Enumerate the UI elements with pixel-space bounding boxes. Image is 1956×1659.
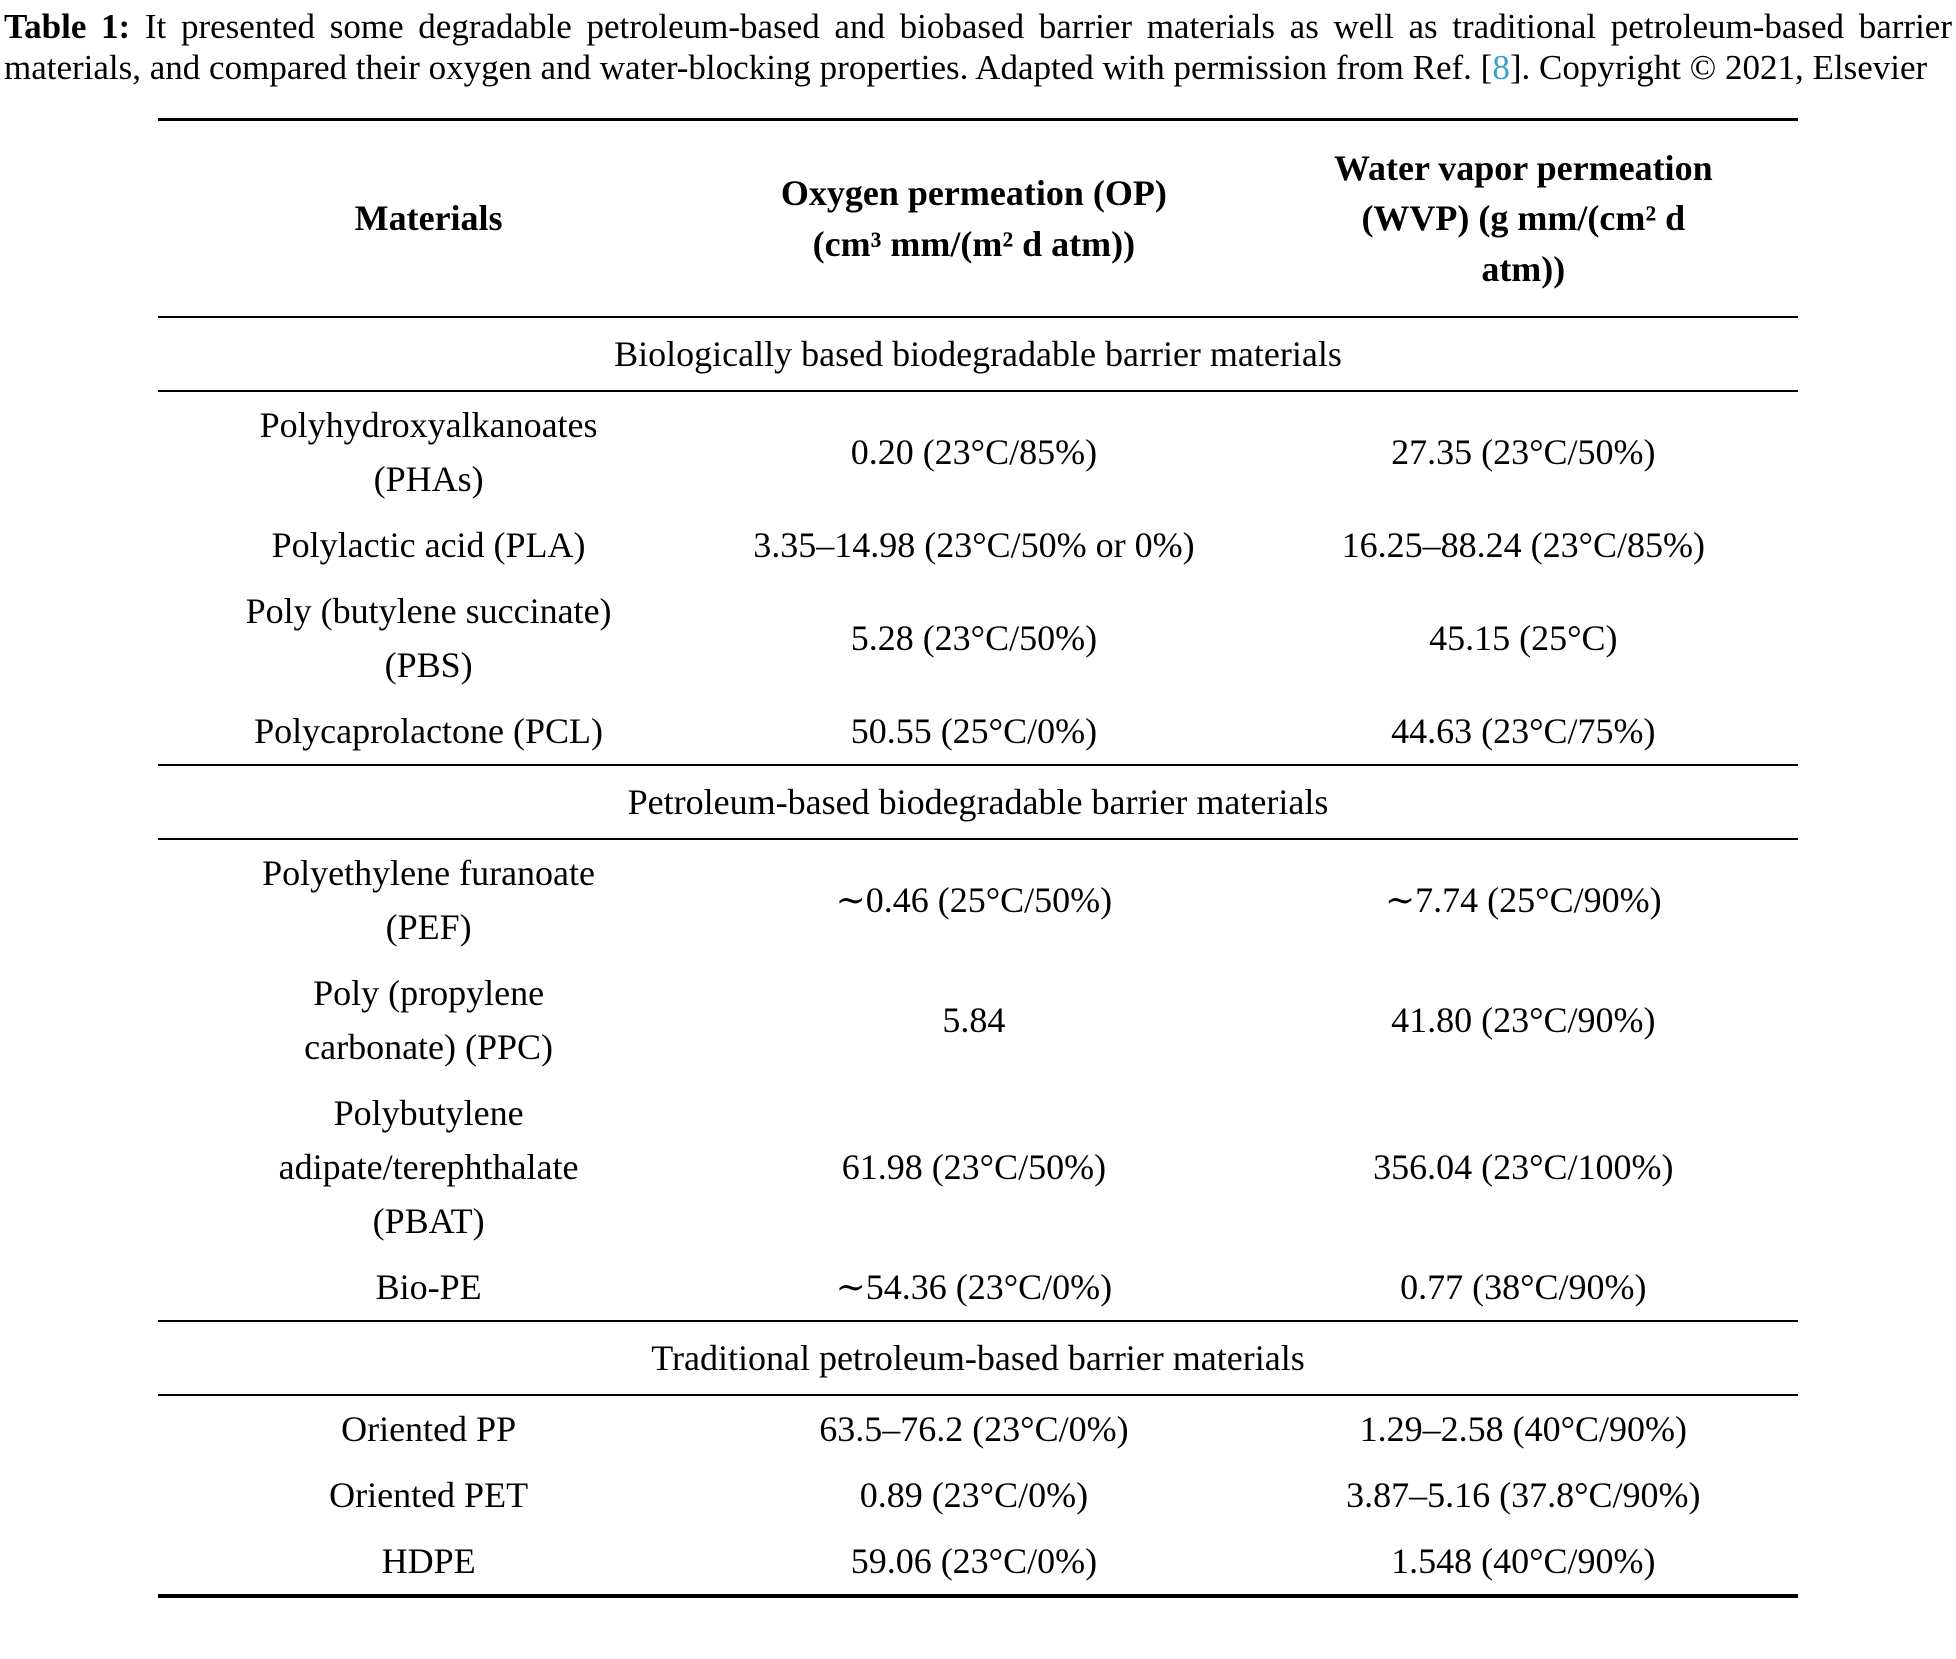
wvp-value-cell: 0.77 (38°C/90%): [1400, 1267, 1647, 1308]
section-title: Traditional petroleum-based barrier materials: [158, 1321, 1798, 1395]
table-row-pla: [158, 512, 1798, 578]
material-cell: [158, 839, 699, 960]
caption-text-after-ref: ]. Copyright © 2021, Elsevier: [1509, 48, 1928, 87]
op-value-cell: 63.5–76.2 (23°C/0%): [819, 1409, 1129, 1450]
table-row-ppc: [158, 960, 1798, 1080]
section-header-biobased: [158, 317, 1798, 391]
section-header-traditional-petroleum: [158, 1321, 1798, 1395]
wvp-value-cell: 1.29–2.58 (40°C/90%): [1359, 1409, 1687, 1450]
wvp-header-line3: atm)): [1481, 248, 1566, 289]
material-name-line: (PHAs): [373, 459, 484, 500]
wvp-value-cell: ∼7.74 (25°C/90%): [1385, 880, 1662, 921]
material-cell: [158, 1254, 699, 1321]
wvp-header-line1: Water vapor permeation: [1333, 148, 1713, 188]
op-value-cell: 59.06 (23°C/0%): [850, 1541, 1098, 1582]
material-cell: [158, 1528, 699, 1596]
op-value-cell: 3.35–14.98 (23°C/50% or 0%): [753, 525, 1195, 566]
material-name-line: Polycaprolactone (PCL): [254, 711, 604, 752]
op-value-cell: 61.98 (23°C/50%): [841, 1147, 1107, 1188]
material-cell: [158, 960, 699, 1080]
material-cell: [158, 1395, 699, 1462]
table-row-pef: [158, 839, 1798, 960]
op-value-cell: ∼54.36 (23°C/0%): [835, 1267, 1113, 1308]
op-value-cell: 5.28 (23°C/50%): [850, 618, 1098, 659]
wvp-value-cell: 1.548 (40°C/90%): [1391, 1541, 1656, 1582]
op-header-line2: (cm³ mm/(m² d atm)): [812, 223, 1136, 264]
material-name-line: (PBS): [384, 645, 473, 686]
table-caption: [0, 6, 1956, 88]
material-name-line: adipate/terephthalate: [278, 1147, 579, 1188]
material-cell: [158, 1080, 699, 1254]
wvp-value-cell: 44.63 (23°C/75%): [1391, 711, 1656, 752]
section-header-petroleum-biodegradable: [158, 765, 1798, 839]
op-value-cell: ∼0.46 (25°C/50%): [835, 880, 1113, 921]
material-name-line: Polyhydroxyalkanoates: [259, 405, 598, 446]
page: [0, 6, 1956, 1598]
caption-text-before-ref: It presented some degradable petroleum-based and biobased barrier materials as well as traditional petroleum-based barrier materials, and compared their oxygen and water-blocking properties. Adapted with permission from Ref. [: [4, 7, 1952, 87]
material-name-line: Poly (butylene succinate): [245, 591, 612, 632]
material-cell: [158, 698, 699, 765]
section-title: Biologically based biodegradable barrier materials: [158, 317, 1798, 391]
material-cell: [158, 512, 699, 578]
material-name-line: Polyethylene furanoate: [262, 853, 596, 894]
ref-link-8[interactable]: 8: [1492, 48, 1510, 87]
wvp-value-cell: 41.80 (23°C/90%): [1391, 1000, 1656, 1041]
table-row-hdpe: [158, 1528, 1798, 1596]
barrier-materials-table: [158, 118, 1798, 1598]
material-name-line: carbonate) (PPC): [304, 1027, 554, 1068]
col-header-water-vapor-permeation: [1249, 120, 1798, 318]
op-header-line1: Oxygen permeation (OP): [780, 173, 1167, 214]
col-header-materials: Materials: [158, 120, 699, 318]
material-name-line: Oriented PET: [329, 1475, 529, 1516]
material-name-line: Bio-PE: [375, 1267, 482, 1308]
material-cell: [158, 1462, 699, 1528]
material-cell: [158, 391, 699, 512]
wvp-value-cell: 3.87–5.16 (37.8°C/90%): [1346, 1475, 1701, 1516]
table-row-oriented-pp: [158, 1395, 1798, 1462]
table-row-bio-pe: [158, 1254, 1798, 1321]
wvp-value-cell: 16.25–88.24 (23°C/85%): [1341, 525, 1705, 566]
table-row-pcl: [158, 698, 1798, 765]
table-row-oriented-pet: [158, 1462, 1798, 1528]
table-row-pbat: [158, 1080, 1798, 1254]
wvp-value-cell: 27.35 (23°C/50%): [1391, 432, 1656, 473]
caption-label: Table 1:: [4, 7, 131, 46]
material-name-line: (PEF): [385, 907, 472, 948]
material-name-line: HDPE: [381, 1541, 476, 1582]
material-name-line: Oriented PP: [341, 1409, 517, 1450]
material-cell: [158, 578, 699, 698]
wvp-header-line2: (WVP) (g mm/(cm² d: [1361, 198, 1686, 239]
material-name-line: Polylactic acid (PLA): [271, 525, 586, 566]
material-name-line: Polybutylene: [333, 1093, 524, 1134]
material-name-line: Poly (propylene: [313, 973, 545, 1014]
op-value-cell: 50.55 (25°C/0%): [850, 711, 1098, 752]
wvp-value-cell: 45.15 (25°C): [1429, 618, 1618, 659]
op-value-cell: 0.20 (23°C/85%): [850, 432, 1098, 473]
op-value-cell: 5.84: [942, 1000, 1006, 1041]
material-name-line: (PBAT): [372, 1201, 485, 1242]
op-value-cell: 0.89 (23°C/0%): [859, 1475, 1089, 1516]
section-title: Petroleum-based biodegradable barrier materials: [158, 765, 1798, 839]
col-header-oxygen-permeation: [699, 120, 1248, 318]
table-row-pbs: [158, 578, 1798, 698]
wvp-value-cell: 356.04 (23°C/100%): [1373, 1147, 1674, 1188]
table-row-phas: [158, 391, 1798, 512]
header-row: [158, 120, 1798, 318]
